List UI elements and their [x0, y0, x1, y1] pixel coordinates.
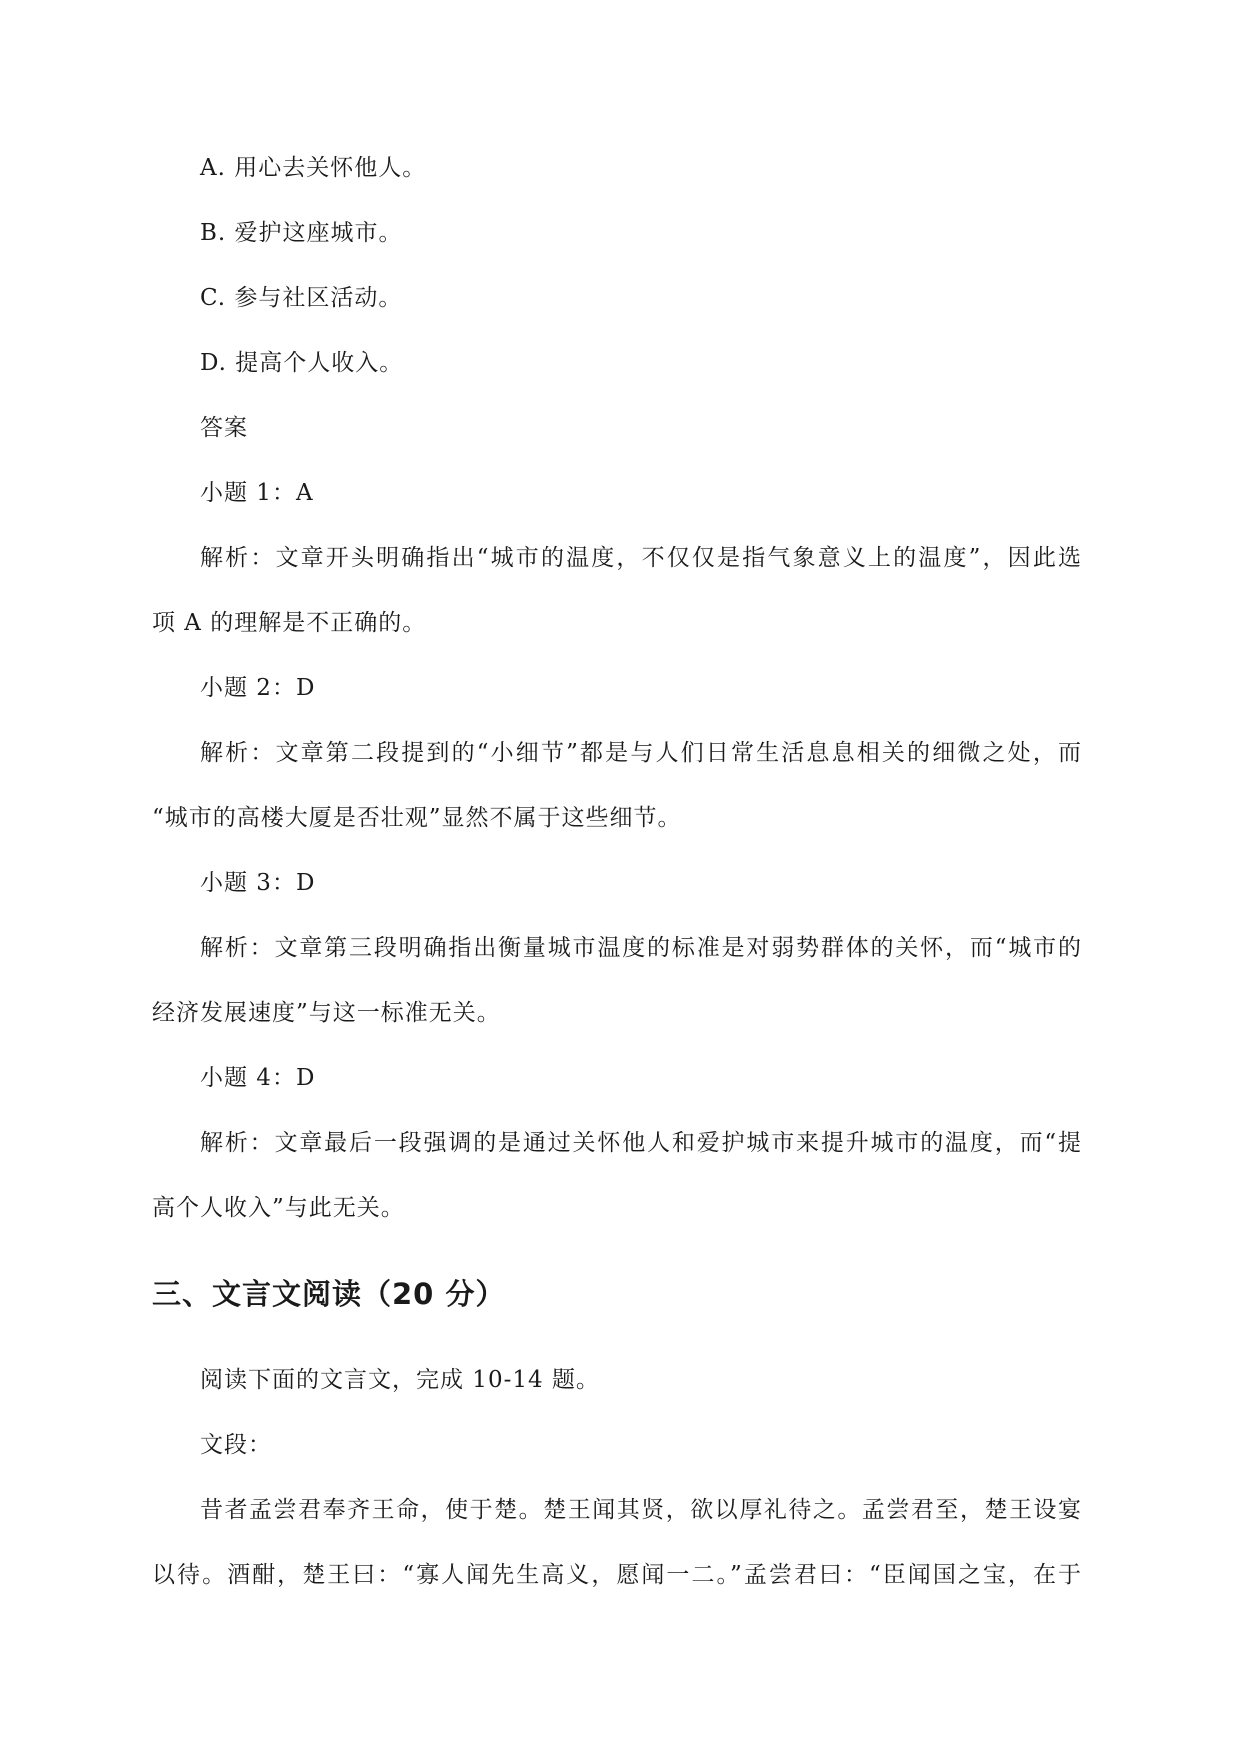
answer-label: 答案 — [200, 415, 248, 441]
section-heading: 三、文言文阅读（20 分） — [152, 1277, 506, 1311]
answer-3-question: 小题 3：D — [200, 870, 316, 896]
passage-line-2: 以待。酒酣，楚王曰：“寡人闻先生高义，愿闻一二。”孟尝君曰：“臣闻国之宝，在于 — [152, 1562, 1082, 1588]
answer-2-analysis-line2: “城市的高楼大厦是否壮观”显然不属于这些细节。 — [152, 805, 682, 831]
answer-1-analysis-line2: 项 A 的理解是不正确的。 — [152, 610, 427, 636]
answer-3-analysis-line2: 经济发展速度”与这一标准无关。 — [152, 1000, 501, 1026]
passage-line-1: 昔者孟尝君奉齐王命，使于楚。楚王闻其贤，欲以厚礼待之。孟尝君至，楚王设宴 — [200, 1497, 1082, 1523]
answer-1-analysis-line1: 解析：文章开头明确指出“城市的温度，不仅仅是指气象意义上的温度”，因此选 — [200, 545, 1082, 571]
option-d: D. 提高个人收入。 — [200, 350, 404, 376]
passage-label: 文段： — [200, 1432, 272, 1458]
answer-1-question: 小题 1：A — [200, 480, 314, 506]
section-instruction: 阅读下面的文言文，完成 10-14 题。 — [200, 1367, 600, 1393]
option-a: A. 用心去关怀他人。 — [200, 155, 427, 181]
answer-2-analysis-line1: 解析：文章第二段提到的“小细节”都是与人们日常生活息息相关的细微之处，而 — [200, 740, 1082, 766]
answer-2-question: 小题 2：D — [200, 675, 316, 701]
answer-3-analysis-line1: 解析：文章第三段明确指出衡量城市温度的标准是对弱势群体的关怀，而“城市的 — [200, 935, 1082, 961]
answer-4-analysis-line2: 高个人收入”与此无关。 — [152, 1195, 405, 1221]
option-b: B. 爱护这座城市。 — [200, 220, 403, 246]
answer-4-question: 小题 4：D — [200, 1065, 316, 1091]
answer-4-analysis-line1: 解析：文章最后一段强调的是通过关怀他人和爱护城市来提升城市的温度，而“提 — [200, 1130, 1082, 1156]
option-c: C. 参与社区活动。 — [200, 285, 403, 311]
